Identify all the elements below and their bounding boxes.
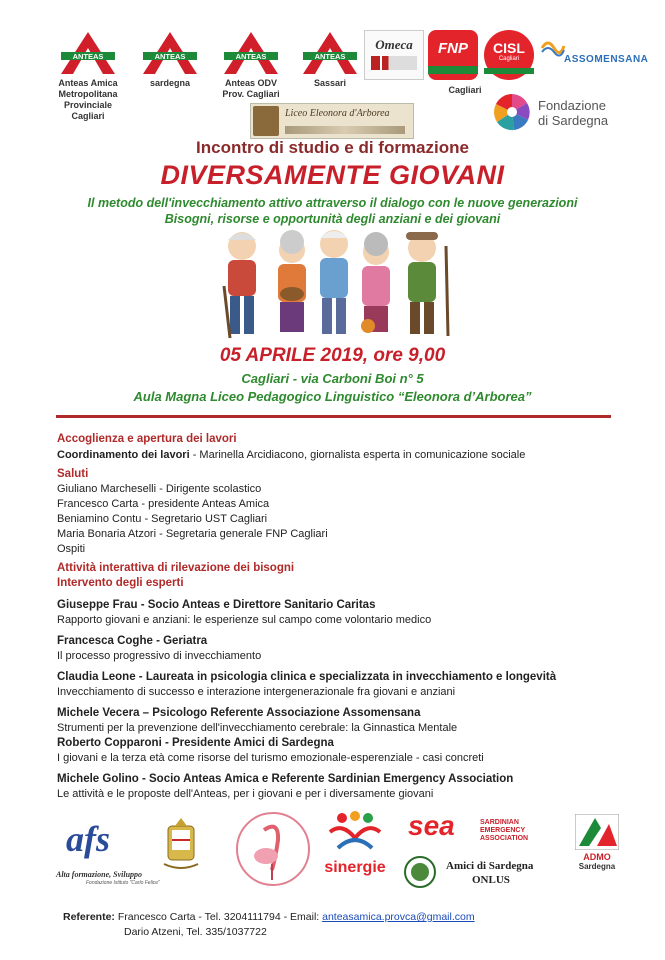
anteas-a-icon xyxy=(139,30,201,76)
svg-text:ANTEAS: ANTEAS xyxy=(154,52,186,61)
anteas-caption-2: sardegna xyxy=(149,78,191,88)
fondazione-line1: Fondazione xyxy=(538,98,606,113)
cisl-label: CISL xyxy=(493,40,525,56)
elder-woman-basket-icon xyxy=(278,230,306,332)
cisl-sub: Cagliari xyxy=(498,56,520,62)
expert-topic: Le attività e le proposte dell'Anteas, per i giovani e per i diversamente giovani xyxy=(57,788,434,800)
section-esperti: Intervento degli esperti xyxy=(57,577,184,589)
expert-name: Roberto Copparoni - Presidente Amici di Sardegna xyxy=(57,737,334,749)
elder-woman-pink-icon xyxy=(361,232,390,333)
sinergie-figures-icon xyxy=(322,808,388,854)
saluti-item: Beniamino Contu - Segretario UST Cagliari xyxy=(57,513,268,525)
fnp-logo xyxy=(428,30,478,80)
expert-name: Claudia Leone - Laureata in psicologia clinica e specializzata in invecchiamento e longevità xyxy=(57,671,557,683)
footer-line2: Dario Atzeni, Tel. 335/1037722 xyxy=(124,926,267,938)
afs-sub: Alta formazione, Sviluppo xyxy=(56,870,143,879)
saluti-item: Francesco Carta - presidente Anteas Amica xyxy=(57,498,270,510)
event-place: Cagliari - via Carboni Boi n° 5 xyxy=(241,371,424,386)
referente-text: Francesco Carta - Tel. 3204111794 - Email: xyxy=(114,911,323,923)
event-tagline-1: Il metodo dell'invecchiamento attivo attraverso il dialogo con le nuove generazioni xyxy=(87,196,578,210)
anteas-logo-3 xyxy=(211,30,291,100)
event-date: 05 APRILE 2019, ore 9,00 xyxy=(219,345,446,366)
expert-topic: Rapporto giovani e anziani: le esperienze sul campo come volontario medico xyxy=(57,614,432,626)
amici-sub: ONLUS xyxy=(472,874,510,886)
anteas-a-icon xyxy=(299,30,361,76)
liceo-portrait-icon xyxy=(253,106,279,136)
referente-label: Referente: xyxy=(63,911,115,923)
sinergie-label: sinergie xyxy=(324,859,386,876)
elderly-group-illustration xyxy=(210,226,465,342)
event-venue: Aula Magna Liceo Pedagogico Linguistico “Eleonora d’Arborea” xyxy=(133,389,532,404)
omeca-label: Omeca xyxy=(375,37,413,52)
divider xyxy=(56,415,611,418)
program xyxy=(57,432,657,802)
footer-referente xyxy=(63,911,475,923)
amici-label: Amici di Sardegna xyxy=(446,860,534,872)
expert-name: Giuseppe Frau - Socio Anteas e Direttore Sanitario Caritas xyxy=(57,599,376,611)
fnp-stripe-icon xyxy=(428,66,478,74)
coordinamento-label: Coordinamento dei lavori xyxy=(57,449,190,461)
fondazione-logo xyxy=(492,92,652,134)
event-subtitle: Incontro di studio e di formazione xyxy=(196,138,469,157)
liceo-banner xyxy=(250,103,414,139)
elder-man-glasses-icon xyxy=(320,230,348,334)
afs-logo xyxy=(56,818,166,888)
anteas-caption-3: Anteas ODV Prov. Cagliari xyxy=(222,78,280,99)
anteas-caption-1: Anteas Amica Metropolitana Provinciale Cagliari xyxy=(58,78,118,121)
email-link[interactable]: anteasamica.provca@gmail.com xyxy=(322,911,475,923)
admo-logo xyxy=(566,814,628,884)
coordinamento-text: - Marinella Arcidiacono, giornalista esperta in comunicazione sociale xyxy=(189,449,526,461)
anteas-word: ANTEAS xyxy=(72,52,104,61)
cisl-stripe-icon xyxy=(484,68,534,74)
anteas-caption-4: Sassari xyxy=(313,78,347,88)
crest-logo-icon xyxy=(160,818,202,870)
svg-text:ANTEAS: ANTEAS xyxy=(314,52,346,61)
fondazione-line2: di Sardegna xyxy=(538,113,609,128)
anteas-logo-1 xyxy=(48,30,128,122)
expert-topic: Invecchiamento di successo e interazione intergenerazionale fra giovani e anziani xyxy=(57,686,456,698)
afs-sub2: Fondazione Istituto "Carlo Felice" xyxy=(86,880,160,886)
admo-mark-icon xyxy=(575,814,619,850)
sea-label: sea xyxy=(408,810,455,841)
anteas-logo-2 xyxy=(130,30,210,89)
elder-man-hat-icon xyxy=(406,232,448,336)
fondazione-flower-icon xyxy=(492,92,532,132)
expert-name: Michele Golino - Socio Anteas Amica e Referente Sardinian Emergency Association xyxy=(57,773,514,785)
saluti-item: Ospiti xyxy=(57,543,86,555)
liceo-skyline-icon xyxy=(285,126,405,134)
fnp-label: FNP xyxy=(438,40,468,57)
expert-topic: Strumenti per la prevenzione dell'invecchiamento cerebrale: la Ginnastica Mentale xyxy=(57,722,458,734)
expert-name: Francesca Coghe - Geriatra xyxy=(57,635,208,647)
fnp-caption: Cagliari xyxy=(448,85,482,95)
section-accoglienza: Accoglienza e apertura dei lavori xyxy=(57,433,237,445)
assomensana-label: ASSOMENSANA xyxy=(564,54,649,65)
elder-man-cane-icon xyxy=(224,232,256,338)
event-tagline-2: Bisogni, risorse e opportunità degli anziani e dei giovani xyxy=(164,212,501,226)
assomensana-logo xyxy=(540,36,650,72)
event-title: DIVERSAMENTE GIOVANI xyxy=(160,160,505,190)
admo-label: ADMO xyxy=(583,852,611,862)
admo-sub: Sardegna xyxy=(578,862,616,871)
afs-label: afs xyxy=(66,819,110,859)
liceo-label: Liceo Eleonora d'Arborea xyxy=(285,108,390,119)
expert-topic: I giovani e la terza età come risorse del turismo emozionale-esperenziale - casi concreti xyxy=(57,752,484,764)
cisl-logo xyxy=(484,30,534,80)
anteas-a-icon xyxy=(57,30,119,76)
anteas-logo-4 xyxy=(290,30,370,89)
omeca-mark-icon xyxy=(371,56,417,70)
section-attivita: Attività interattiva di rilevazione dei bisogni xyxy=(57,562,295,574)
expert-topic: Il processo progressivo di invecchiamento xyxy=(57,650,262,662)
sinergie-logo xyxy=(322,808,388,884)
amici-logo xyxy=(404,856,554,890)
omeca-logo xyxy=(364,30,424,80)
expert-name: Michele Vecera – Psicologo Referente Associazione Assomensana xyxy=(57,707,421,719)
coordinamento-line xyxy=(57,447,657,463)
amici-seal-icon xyxy=(404,856,436,888)
section-saluti: Saluti xyxy=(57,468,89,480)
assomensana-wave-icon xyxy=(540,36,566,58)
saluti-item: Giuliano Marcheselli - Dirigente scolastico xyxy=(57,483,262,495)
svg-text:ANTEAS: ANTEAS xyxy=(235,52,267,61)
sea-logo xyxy=(408,810,548,848)
anteas-a-icon xyxy=(220,30,282,76)
saluti-item: Maria Bonaria Atzori - Segretaria generale FNP Cagliari xyxy=(57,528,328,540)
flamingo-logo-icon xyxy=(234,810,312,888)
sea-sub: SARDINIAN EMERGENCY ASSOCIATION xyxy=(480,819,529,842)
